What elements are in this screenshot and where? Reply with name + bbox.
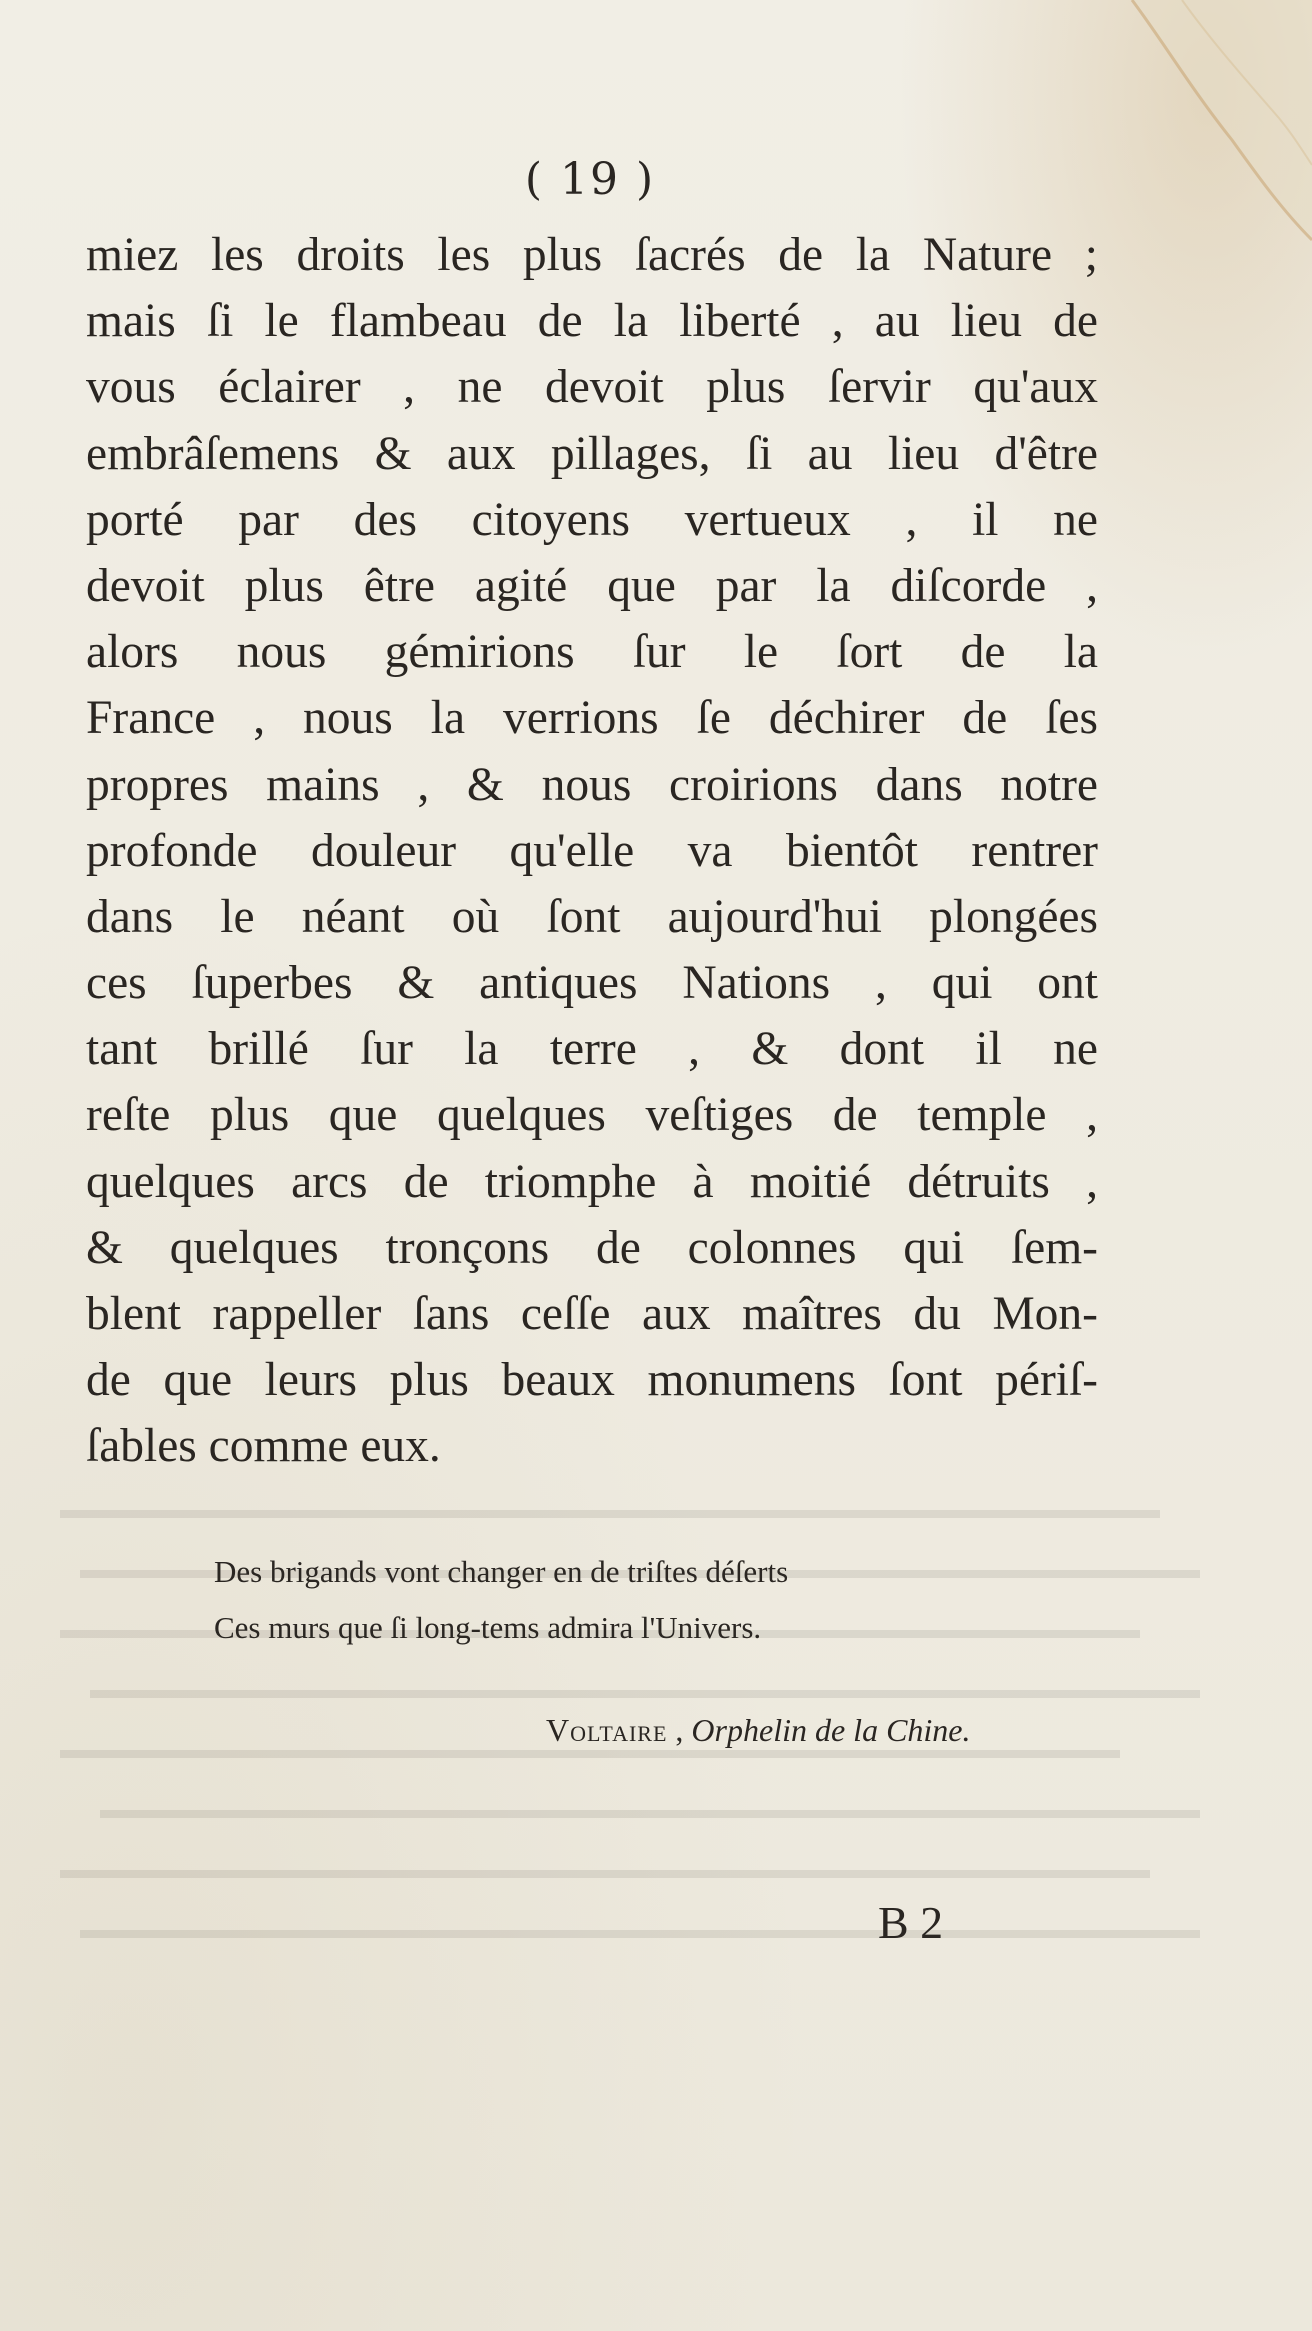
text-line: miez les droits les plus ſacrés de la Nature ;: [86, 229, 1098, 281]
text-line: dans le néant où ſont aujourd'hui plongées: [86, 890, 1098, 943]
verse-line: Ces murs que ſi long-tems admira l'Univers.: [214, 1610, 762, 1645]
text-line: tant brillé ſur la terre , & dont il ne: [86, 1023, 1098, 1076]
verse-quote: [214, 1544, 974, 1656]
text-line: alors nous gémirions ſur le ſort de la: [86, 626, 1098, 679]
text-line: reſte plus que quelques veſtiges de temple ,: [86, 1089, 1098, 1142]
attribution-work: Orphelin de la Chine.: [691, 1712, 971, 1748]
text-line: mais ſi le flambeau de la liberté , au lieu de: [86, 295, 1098, 348]
text-line: & quelques tronçons de colonnes qui ſem-: [86, 1221, 1098, 1274]
text-line: embrâſemens & aux pillages, ſi au lieu d'être: [86, 427, 1098, 480]
text-line: blent rappeller ſans ceſſe aux maîtres du Mon-: [86, 1288, 1098, 1340]
signature-mark: B 2: [878, 1897, 944, 1948]
text-line: porté par des citoyens vertueux , il ne: [86, 493, 1098, 546]
text-line: devoit plus être agité que par la diſcorde ,: [86, 559, 1098, 612]
text-line: ſables comme eux.: [86, 1420, 441, 1473]
text-line: profonde douleur qu'elle va bientôt rentrer: [86, 824, 1098, 877]
attribution-author: Voltaire: [546, 1712, 668, 1748]
text-line: vous éclairer , ne devoit plus ſervir qu'aux: [86, 361, 1098, 414]
page-number: ( 19 ): [524, 154, 656, 205]
verse-line: Des brigands vont changer en de triſtes déſerts: [214, 1554, 789, 1589]
attribution-separator: ,: [667, 1712, 692, 1748]
body-text: [86, 222, 1098, 1480]
text-line: France , nous la verrions ſe déchirer de ſes: [86, 692, 1098, 745]
text-line: propres mains , & nous croirions dans notre: [86, 758, 1098, 811]
text-line: ces ſuperbes & antiques Nations , qui ont: [86, 957, 1098, 1010]
text-line: quelques arcs de triomphe à moitié détruits ,: [86, 1155, 1098, 1208]
quote-attribution: [546, 1705, 1126, 1755]
text-line: de que leurs plus beaux monumens ſont périſ-: [86, 1354, 1098, 1407]
